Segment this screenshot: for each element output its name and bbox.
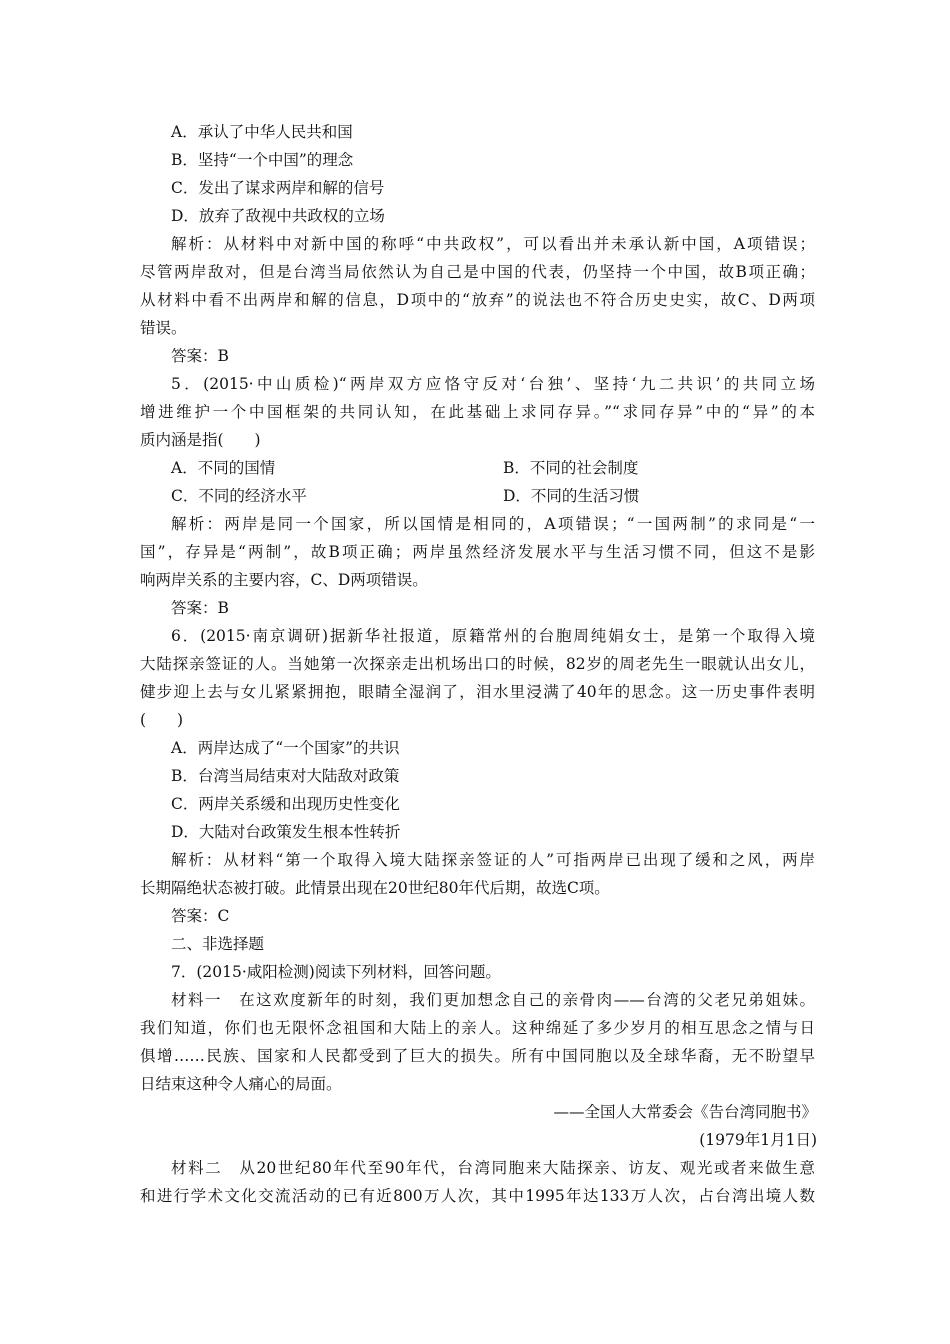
q5-analysis-line: 响两岸关系的主要内容，C、D两项错误。 [140, 571, 428, 589]
q4-analysis-line: 尽管两岸敌对，但是台湾当局依然认为自己是中国的代表，仍坚持一个中国，故B项正确； [140, 263, 815, 281]
q4-option-c: C．发出了谋求两岸和解的信号 [171, 179, 385, 197]
q6-stem-line: 大陆探亲签证的人。当她第一次探亲走出机场出口的时候，82岁的周老先生一眼就认出女儿， [140, 655, 815, 673]
material2-line: 材料二 从20世纪80年代至90年代，台湾同胞来大陆探亲、访友、观光或者来做生意 [171, 1159, 815, 1177]
section-heading: 二、非选择题 [171, 935, 265, 953]
q6-stem-line: 健步迎上去与女儿紧紧拥抱，眼睛全湿润了，泪水里浸满了40年的思念。这一历史事件表明 [140, 683, 815, 701]
q5-option-a: A．不同的国情 [171, 459, 276, 477]
material1-line: 我们知道，你们也无限怀念祖国和大陆上的亲人。这种绵延了多少岁月的相互思念之情与日 [140, 1019, 815, 1037]
q5-analysis-line: 国”，存异是“两制”，故B项正确；两岸虽然经济发展水平与生活习惯不同，但这不是影 [140, 543, 815, 561]
q4-answer: 答案：B [171, 347, 229, 365]
q5-answer: 答案：B [171, 599, 229, 617]
q5-analysis-line: 解析：两岸是同一个国家，所以国情是相同的，A项错误；“一国两制”的求同是“一 [171, 515, 815, 533]
q6-option-d: D．大陆对台政策发生根本性转折 [171, 823, 401, 841]
q4-analysis-line: 解析：从材料中对新中国的称呼“中共政权”，可以看出并未承认新中国，A项错误； [171, 235, 815, 253]
q6-option-b: B．台湾当局结束对大陆敌对政策 [171, 767, 400, 785]
q5-option-d: D．不同的生活习惯 [503, 487, 640, 505]
q6-option-c: C．两岸关系缓和出现历史性变化 [171, 795, 400, 813]
q5-stem-line: 增进维护一个中国框架的共同认知，在此基础上求同存异。”“求同存异”中的“异”的本 [140, 403, 815, 421]
q6-stem-line: ( ) [140, 711, 184, 729]
q6-analysis-line: 解析：从材料“第一个取得入境大陆探亲签证的人”可指两岸已出现了缓和之风，两岸 [171, 851, 815, 869]
q6-stem-line: 6．(2015·南京调研)据新华社报道，原籍常州的台胞周纯娟女士，是第一个取得入境 [171, 627, 815, 645]
material1-line: 俱增……民族、国家和人民都受到了巨大的损失。所有中国同胞以及全球华裔，无不盼望早 [140, 1047, 815, 1065]
q6-answer: 答案：C [171, 907, 230, 925]
q4-analysis-line: 从材料中看不出两岸和解的信息，D项中的“放弃”的说法也不符合历史史实，故C、D两项 [140, 291, 815, 309]
material1-date: (1979年1月1日) [699, 1131, 817, 1149]
material2-line: 和进行学术文化交流活动的已有近800万人次，其中1995年达133万人次，占台湾出境人数 [140, 1187, 815, 1205]
q4-option-d: D．放弃了敌视中共政权的立场 [171, 207, 385, 225]
q6-analysis-line: 长期隔绝状态被打破。此情景出现在20世纪80年代后期，故选C项。 [140, 879, 610, 897]
q5-option-c: C．不同的经济水平 [171, 487, 307, 505]
q5-stem-line: 5．(2015·中山质检)“两岸双方应恪守反对‘台独’、坚持‘九二共识’的共同立场 [171, 375, 815, 393]
q5-option-b: B．不同的社会制度 [503, 459, 639, 477]
q5-stem-line: 质内涵是指( ) [140, 431, 261, 449]
material1-line: 材料一 在这欢度新年的时刻，我们更加想念自己的亲骨肉——台湾的父老兄弟姐妹。 [171, 991, 815, 1009]
q4-option-b: B．坚持“一个中国”的理念 [171, 151, 354, 169]
q7-stem: 7．(2015·咸阳检测)阅读下列材料，回答问题。 [171, 963, 501, 981]
material1-line: 日结束这种令人痛心的局面。 [140, 1075, 342, 1093]
q4-option-a: A．承认了中华人民共和国 [171, 123, 353, 141]
q6-option-a: A．两岸达成了“一个国家”的共识 [171, 739, 400, 757]
material1-source: ——全国人大常委会《告台湾同胞书》 [553, 1103, 817, 1121]
q4-analysis-line: 错误。 [140, 319, 187, 337]
